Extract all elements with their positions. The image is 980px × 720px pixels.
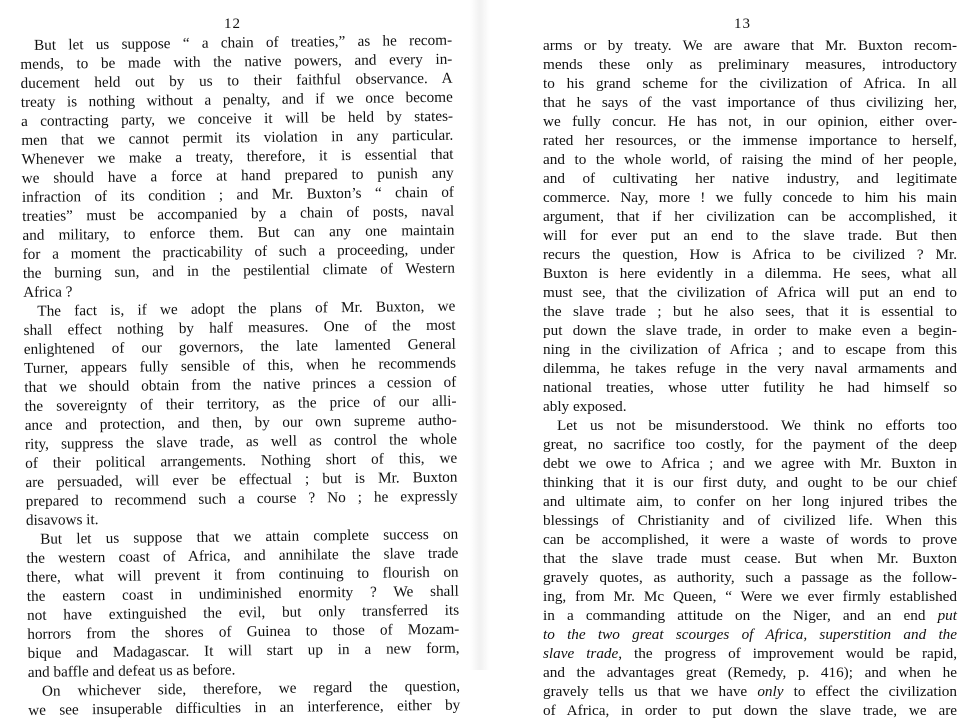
- text-line: of Africa, in order to put down the slave trade, we are: [543, 702, 957, 719]
- text-line: infraction of its condition ; and Mr. Buxton’s “ chain of: [21, 183, 455, 206]
- text-line: national treaties, whose utter futility he had himself so: [543, 379, 957, 396]
- text-line: commerce. Nay, more ! we fully concede to him his main: [543, 189, 957, 206]
- text-line: ning in the civilization of Africa ; and to escape from this: [543, 341, 957, 358]
- page-number-right: 13: [734, 16, 751, 32]
- text-segment: to effect the civilization: [783, 683, 957, 700]
- text-line: Africa ?: [23, 283, 73, 301]
- text-line: put down the slave trade, in order to make even a begin-: [543, 322, 957, 339]
- text-line: and the advantages great (Remedy, p. 416); and when he: [543, 664, 957, 681]
- text-line: and military, to enforce them. But can any one maintain: [22, 221, 455, 244]
- text-line: prepared to recommend such a course ? No ; he expressly: [25, 487, 458, 510]
- text-line: will for ever put an end to the slave trade. But then: [543, 227, 957, 244]
- text-line: arms or by treaty. We are aware that Mr. Buxton recom-: [543, 37, 957, 54]
- text-line: [543, 644, 957, 663]
- text-line: Turner, appears fully sensible of this, when he recommends: [23, 354, 457, 377]
- text-segment: gravely tells us that we have: [543, 683, 758, 700]
- text-line: Buxton is here evidently in a dilemma. He sees, what all: [543, 265, 957, 282]
- right-page: [490, 0, 980, 719]
- text-line: of their political arrangements. Nothing short of this, we: [25, 449, 458, 472]
- left-page: [0, 0, 470, 719]
- text-line: debt we owe to Africa ; and we agree with Mr. Buxton in: [543, 455, 957, 472]
- text-line: [543, 682, 957, 701]
- text-line: and to the whole world, of raising the mind of her people,: [543, 151, 957, 168]
- text-line: we fully concur. He has not, in our opinion, either over-: [543, 113, 957, 130]
- italic-text: slave trade: [543, 645, 619, 662]
- text-line: for a moment the practicability of such a proceeding, under: [22, 240, 455, 263]
- text-line: the burning sun, and in the pestilential climate of Western: [22, 259, 455, 282]
- italic-text: only: [757, 683, 784, 700]
- text-line: rity, suppress the slave trade, as well as control the whole: [24, 430, 458, 453]
- text-segment: , the progress of improvement would be rapid,: [618, 645, 957, 662]
- text-line: treaty is nothing without a penalty, and if we once become: [20, 88, 453, 111]
- text-line: and of cultivating her native industry, and legitimate: [543, 170, 957, 187]
- text-line: mends these only as preliminary measures, introductory: [543, 56, 957, 73]
- text-line: men that we cannot permit its violation in any particular.: [21, 126, 454, 149]
- page-number-left: 12: [224, 16, 241, 32]
- text-line: The fact is, if we adopt the plans of Mr. Buxton, we: [37, 297, 456, 320]
- text-line: there, what will prevent it from continuing to flourish on: [26, 563, 459, 586]
- text-line: Let us not be misunderstood. We think no efforts too: [557, 417, 957, 434]
- text-segment: in a commanding attitude on the Niger, and an end: [543, 607, 938, 624]
- text-line: [543, 606, 957, 625]
- text-line: a contracting party, we conceive it will be held by states-: [20, 107, 454, 130]
- italic-text: to the two great scourges of Africa, superstition and the: [543, 626, 957, 643]
- text-line: that we should obtain from the native princes a cession of: [24, 373, 457, 396]
- text-line: treaties” must be accompanied by a chain of posts, naval: [22, 202, 455, 225]
- text-line: shall effect nothing by half measures. One of the most: [23, 316, 456, 339]
- text-line: the eastern coast in undiminished enormity ? We shall: [26, 582, 459, 605]
- text-line: we should have a force at hand prepared to punish any: [21, 164, 454, 187]
- text-line: But let us suppose “ a chain of treaties,” as he recom-: [34, 31, 453, 54]
- text-line: [543, 625, 957, 644]
- text-line: enlightened of our governors, the late lamented General: [23, 335, 456, 358]
- text-line: recurs the question, How is Africa to be civilized ? Mr.: [543, 246, 957, 263]
- text-line: can be accomplished, it were a waste of words to prove: [543, 531, 957, 548]
- text-line: dilemma, he takes refuge in the very naval armaments and: [543, 360, 957, 377]
- text-line: that he says of the vast importance of thus civilizing her,: [543, 94, 957, 111]
- text-line: rated her resources, or the immense importance to herself,: [543, 132, 957, 149]
- text-line: the sovereignty of their territory, as the price of our alli-: [24, 392, 457, 415]
- right-page-text: [543, 36, 957, 720]
- text-line: to his grand scheme for the civilization of Africa. In all: [543, 75, 957, 92]
- text-line: argument, that if her civilization can be accomplished, it: [543, 208, 957, 225]
- text-line: thinking that it is our first duty, and ought to be our chief: [543, 474, 957, 491]
- text-line: On whichever side, therefore, we regard the question,: [41, 677, 461, 700]
- text-line: ably exposed.: [543, 398, 627, 415]
- text-line: and baffle and defeat us as before.: [27, 661, 236, 681]
- text-line: the western coast of Africa, and annihilate the slave trade: [26, 544, 459, 567]
- text-line: are persuaded, will ever be effectual ; but is Mr. Buxton: [25, 468, 458, 491]
- text-line: gravely quotes, as authority, such a passage as the follow-: [543, 569, 957, 586]
- text-line: not have extinguished the evil, but only transferred its: [26, 601, 460, 624]
- text-line: ance and protection, and then, by our own supreme autho-: [24, 411, 457, 434]
- text-line: ducement held out by us to their faithful observance. A: [20, 69, 453, 92]
- book-gutter: [470, 0, 490, 670]
- text-line: mends, to be made with the native powers, and every in-: [20, 50, 453, 73]
- text-line: that the slave trade must cease. But when Mr. Buxton: [543, 550, 957, 567]
- text-line: we see insuperable difficulties in an interference, either by: [28, 696, 461, 719]
- text-line: and ultimate aim, to confer on her long injured tribes the: [543, 493, 957, 510]
- left-page-text: [20, 31, 460, 720]
- text-line: bique and Madagascar. It will start up in a new form,: [27, 639, 460, 662]
- text-line: ing, from Mr. Mc Queen, “ Were we ever firmly established: [543, 588, 957, 605]
- text-line: But let us suppose that we attain complete success on: [40, 525, 459, 548]
- text-line: the slave trade ; but he also sees, that it is essential to: [543, 303, 957, 320]
- text-line: Whenever we make a treaty, therefore, it is essential that: [21, 145, 454, 168]
- text-line: horrors from the shores of Guinea to those of Mozam-: [27, 620, 460, 643]
- text-line: great, no sacrifice too costly, for the payment of the deep: [543, 436, 957, 453]
- text-line: disavows it.: [25, 511, 99, 529]
- italic-text: put: [937, 607, 957, 624]
- text-line: blessings of Christianity and of civilized life. When this: [543, 512, 957, 529]
- text-line: must see, that the civilization of Africa will put an end to: [543, 284, 957, 301]
